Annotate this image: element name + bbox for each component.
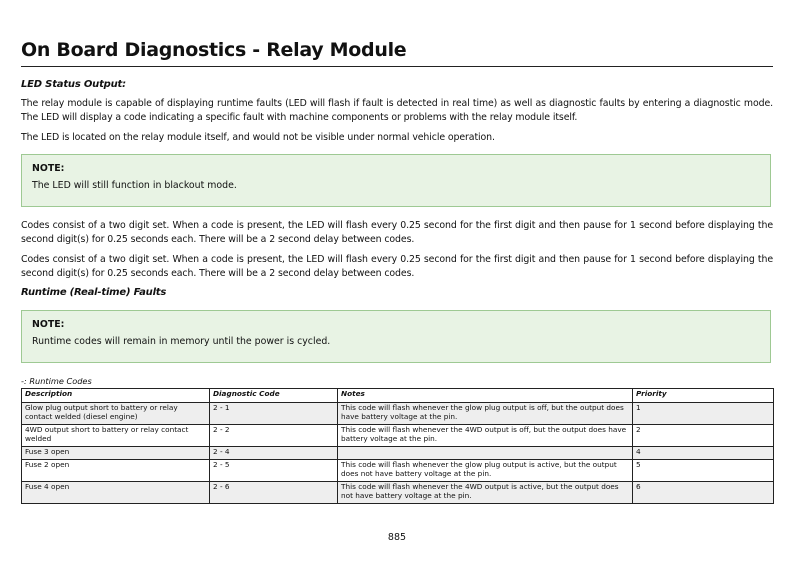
note-box-blackout [21,154,771,207]
column-header-notes: Notes [338,389,633,403]
cell-priority: 4 [633,447,774,460]
cell-diagnostic-code: 2 - 1 [210,403,338,425]
cell-priority: 6 [633,482,774,504]
cell-description: Fuse 4 open [22,482,210,504]
table-row [22,447,774,460]
section-heading-led-status: LED Status Output: [21,79,126,90]
cell-priority: 1 [633,403,774,425]
note-text: Runtime codes will remain in memory until the power is cycled. [32,336,331,347]
section-heading-runtime-faults: Runtime (Real-time) Faults [21,287,167,298]
paragraph-led-location: The LED is located on the relay module itself, and would not be visible under normal vehicle operation. [21,132,495,143]
cell-description: Fuse 3 open [22,447,210,460]
cell-notes: This code will flash whenever the glow plug output is active, but the output does not have battery voltage at the pin. [338,460,633,482]
table-row [22,482,774,504]
table-row [22,425,774,447]
cell-description: Glow plug output short to battery or relay contact welded (diesel engine) [22,403,210,425]
note-text: The LED will still function in blackout mode. [32,180,237,191]
table-header-row [22,389,774,403]
cell-diagnostic-code: 2 - 5 [210,460,338,482]
cell-diagnostic-code: 2 - 6 [210,482,338,504]
cell-description: 4WD output short to battery or relay contact welded [22,425,210,447]
cell-description: Fuse 2 open [22,460,210,482]
table-row [22,460,774,482]
page-title: On Board Diagnostics - Relay Module [21,38,773,67]
paragraph-codes-1: Codes consist of a two digit set. When a code is present, the LED will flash every 0.25 second for the first digit and then pause for 1 second before displaying the second digit(s) for 0.25 seconds each. There will be a 2 second delay between codes. [21,220,773,245]
runtime-codes-table [21,388,774,504]
note-heading: NOTE: [32,163,65,174]
cell-notes: This code will flash whenever the 4WD output is off, but the output does have battery voltage at the pin. [338,425,633,447]
column-header-priority: Priority [633,389,774,403]
cell-notes: This code will flash whenever the 4WD output is active, but the output does not have battery voltage at the pin. [338,482,633,504]
page-number: 885 [387,532,407,543]
paragraph-relay-module: The relay module is capable of displaying runtime faults (LED will flash if fault is detected in real time) as well as diagnostic faults by entering a diagnostic mode. The LED will display a code indicating a specific fault with machine components or problems with the relay module itself. [21,98,773,123]
paragraph-codes-2: Codes consist of a two digit set. When a code is present, the LED will flash every 0.25 second for the first digit and then pause for 1 second before displaying the second digit(s) for 0.25 seconds each. There will be a 2 second delay between codes. [21,254,773,279]
note-box-runtime [21,310,771,363]
cell-priority: 2 [633,425,774,447]
table-caption: -: Runtime Codes [21,376,92,386]
cell-priority: 5 [633,460,774,482]
cell-diagnostic-code: 2 - 2 [210,425,338,447]
cell-diagnostic-code: 2 - 4 [210,447,338,460]
column-header-description: Description [22,389,210,403]
column-header-diagnostic-code: Diagnostic Code [210,389,338,403]
cell-notes: This code will flash whenever the glow plug output is off, but the output does have battery voltage at the pin. [338,403,633,425]
cell-notes [338,447,633,460]
table-row [22,403,774,425]
note-heading: NOTE: [32,319,65,330]
